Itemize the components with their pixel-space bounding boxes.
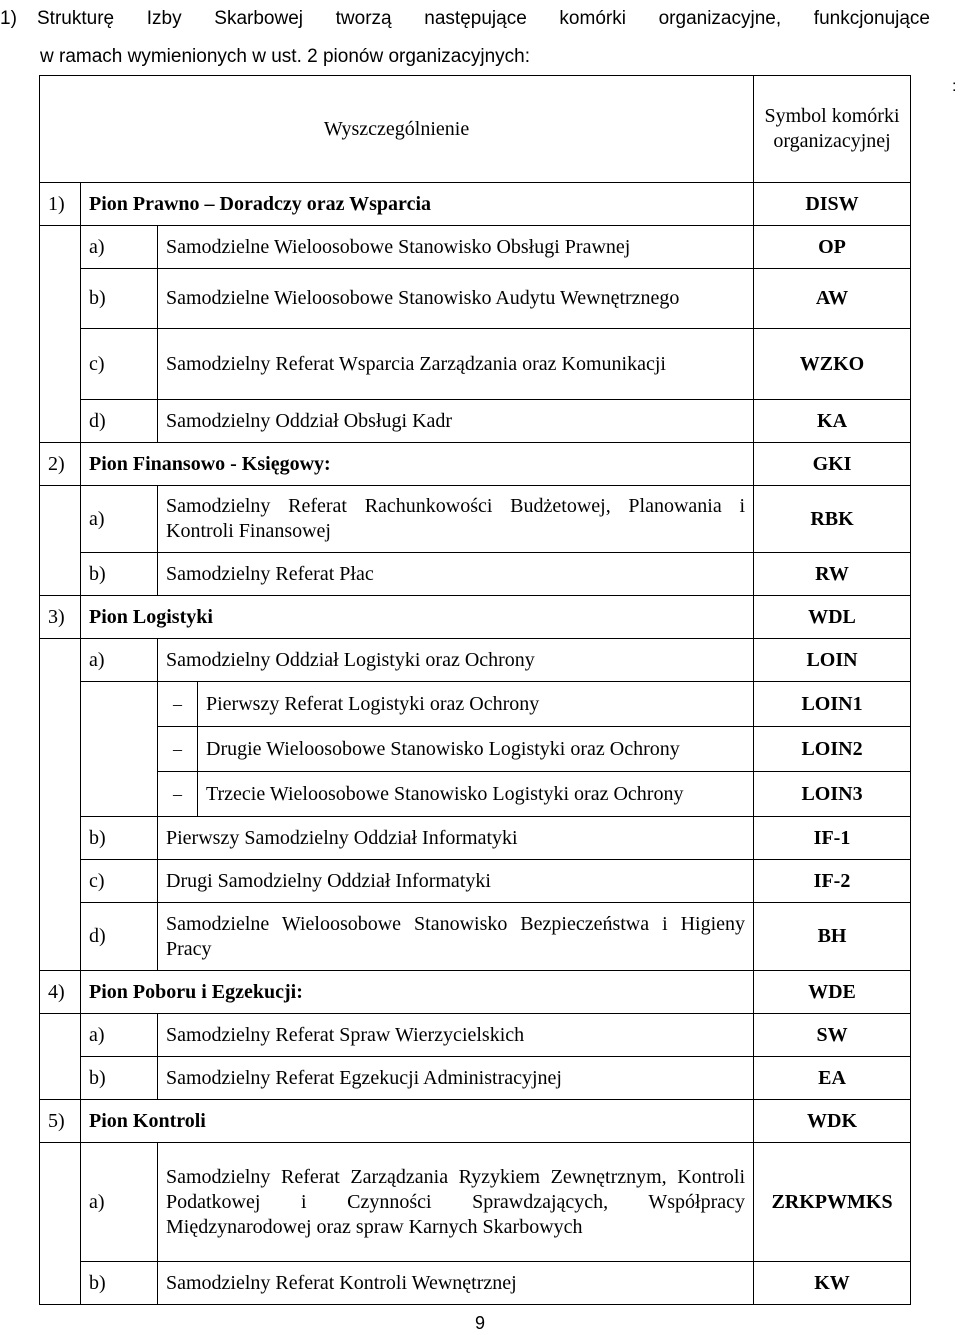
intro-text-line-1: Strukturę Izby Skarbowej tworzą następujące komórki organizacyjne, funkcjonujące: [37, 8, 930, 29]
unit-letter: c): [81, 329, 158, 400]
sub-unit-dash: –: [158, 772, 198, 817]
sub-unit-dash: –: [158, 727, 198, 772]
margin-mark: :: [952, 78, 957, 95]
pion-symbol: WDL: [754, 596, 911, 639]
unit-name: Samodzielny Referat Płac: [158, 553, 754, 596]
pion-symbol: WDE: [754, 971, 911, 1014]
sub-unit-symbol: LOIN1: [754, 682, 911, 727]
pion-number: 4): [40, 971, 81, 1014]
unit-name: Samodzielny Referat Egzekucji Administracyjnej: [158, 1057, 754, 1100]
unit-name: Drugi Samodzielny Oddział Informatyki: [158, 860, 754, 903]
pion-symbol: WDK: [754, 1100, 911, 1143]
sub-unit-row: [40, 727, 911, 772]
unit-symbol: EA: [754, 1057, 911, 1100]
unit-name: Samodzielny Referat Spraw Wierzycielskich: [158, 1014, 754, 1057]
unit-symbol: KW: [754, 1262, 911, 1305]
pion-number: 1): [40, 183, 81, 226]
unit-letter: c): [81, 860, 158, 903]
unit-letter: b): [81, 553, 158, 596]
unit-name: Samodzielny Referat Kontroli Wewnętrznej: [158, 1262, 754, 1305]
indent-cell: [40, 1014, 81, 1100]
intro-paragraph: [0, 0, 930, 76]
unit-name: Samodzielne Wieloosobowe Stanowisko Audytu Wewnętrznego: [158, 269, 754, 329]
unit-row: [40, 1262, 911, 1305]
unit-symbol: KA: [754, 400, 911, 443]
unit-row: [40, 817, 911, 860]
unit-symbol: IF-2: [754, 860, 911, 903]
unit-row: [40, 1057, 911, 1100]
unit-symbol: OP: [754, 226, 911, 269]
sub-unit-dash: –: [158, 682, 198, 727]
sub-unit-symbol: LOIN3: [754, 772, 911, 817]
unit-row: [40, 860, 911, 903]
unit-symbol: BH: [754, 903, 911, 971]
pion-number: 5): [40, 1100, 81, 1143]
unit-symbol: ZRKPWMKS: [754, 1143, 911, 1262]
unit-name: Samodzielny Referat Wsparcia Zarządzania oraz Komunikacji: [158, 329, 754, 400]
pion-name: Pion Poboru i Egzekucji:: [81, 971, 754, 1014]
unit-row: [40, 639, 911, 682]
intro-number: 1): [0, 8, 17, 29]
unit-letter: d): [81, 903, 158, 971]
unit-name: Pierwszy Samodzielny Oddział Informatyki: [158, 817, 754, 860]
unit-row: [40, 486, 911, 553]
unit-symbol: WZKO: [754, 329, 911, 400]
sub-unit-name: Trzecie Wieloosobowe Stanowisko Logistyki oraz Ochrony: [198, 772, 754, 817]
unit-letter: b): [81, 269, 158, 329]
unit-symbol: RBK: [754, 486, 911, 553]
sub-unit-symbol: LOIN2: [754, 727, 911, 772]
unit-name: Samodzielne Wieloosobowe Stanowisko Obsługi Prawnej: [158, 226, 754, 269]
unit-letter: a): [81, 226, 158, 269]
indent-cell: [40, 486, 81, 596]
pion-row: [40, 183, 911, 226]
unit-row: [40, 269, 911, 329]
header-description: Wyszczególnienie: [40, 76, 754, 183]
pion-row: [40, 596, 911, 639]
unit-row: [40, 400, 911, 443]
table-header-row: [40, 76, 911, 183]
pion-symbol: DISW: [754, 183, 911, 226]
pion-name: Pion Prawno – Doradczy oraz Wsparcia: [81, 183, 754, 226]
unit-letter: a): [81, 1014, 158, 1057]
unit-symbol: LOIN: [754, 639, 911, 682]
unit-row: [40, 329, 911, 400]
unit-letter: a): [81, 486, 158, 553]
indent-cell: [40, 1143, 81, 1305]
org-structure-table: [39, 75, 911, 1305]
header-symbol: Symbol komórki organizacyjnej: [754, 76, 911, 183]
pion-number: 2): [40, 443, 81, 486]
unit-letter: b): [81, 1057, 158, 1100]
pion-row: [40, 1100, 911, 1143]
unit-name: Samodzielny Referat Rachunkowości Budżetowej, Planowania i Kontroli Finansowej: [158, 486, 754, 553]
intro-line-1: [0, 0, 930, 38]
pion-row: [40, 971, 911, 1014]
sub-indent-cell: [81, 682, 158, 817]
pion-name: Pion Kontroli: [81, 1100, 754, 1143]
unit-letter: b): [81, 817, 158, 860]
unit-name: Samodzielny Oddział Obsługi Kadr: [158, 400, 754, 443]
unit-letter: a): [81, 639, 158, 682]
pion-number: 3): [40, 596, 81, 639]
unit-name: Samodzielne Wieloosobowe Stanowisko Bezpieczeństwa i Higieny Pracy: [158, 903, 754, 971]
unit-row: [40, 553, 911, 596]
unit-row: [40, 1143, 911, 1262]
pion-name: Pion Logistyki: [81, 596, 754, 639]
unit-letter: a): [81, 1143, 158, 1262]
unit-symbol: AW: [754, 269, 911, 329]
unit-row: [40, 1014, 911, 1057]
indent-cell: [40, 226, 81, 443]
sub-unit-row: [40, 772, 911, 817]
unit-letter: b): [81, 1262, 158, 1305]
unit-symbol: RW: [754, 553, 911, 596]
pion-name: Pion Finansowo - Księgowy:: [81, 443, 754, 486]
pion-symbol: GKI: [754, 443, 911, 486]
page-number: 9: [474, 1313, 485, 1333]
sub-unit-name: Drugie Wieloosobowe Stanowisko Logistyki oraz Ochrony: [198, 727, 754, 772]
pion-row: [40, 443, 911, 486]
unit-letter: d): [81, 400, 158, 443]
sub-unit-name: Pierwszy Referat Logistyki oraz Ochrony: [198, 682, 754, 727]
unit-symbol: SW: [754, 1014, 911, 1057]
unit-name: Samodzielny Referat Zarządzania Ryzykiem Zewnętrznym, Kontroli Podatkowej i Czynności Sprawdzających, Współpracy Międzynarodowej oraz spraw Karnych Skarbowych: [158, 1143, 754, 1262]
unit-name: Samodzielny Oddział Logistyki oraz Ochrony: [158, 639, 754, 682]
sub-unit-row: [40, 682, 911, 727]
intro-text-line-2: w ramach wymienionych w ust. 2 pionów organizacyjnych:: [40, 46, 530, 67]
indent-cell: [40, 639, 81, 971]
unit-row: [40, 903, 911, 971]
unit-symbol: IF-1: [754, 817, 911, 860]
unit-row: [40, 226, 911, 269]
